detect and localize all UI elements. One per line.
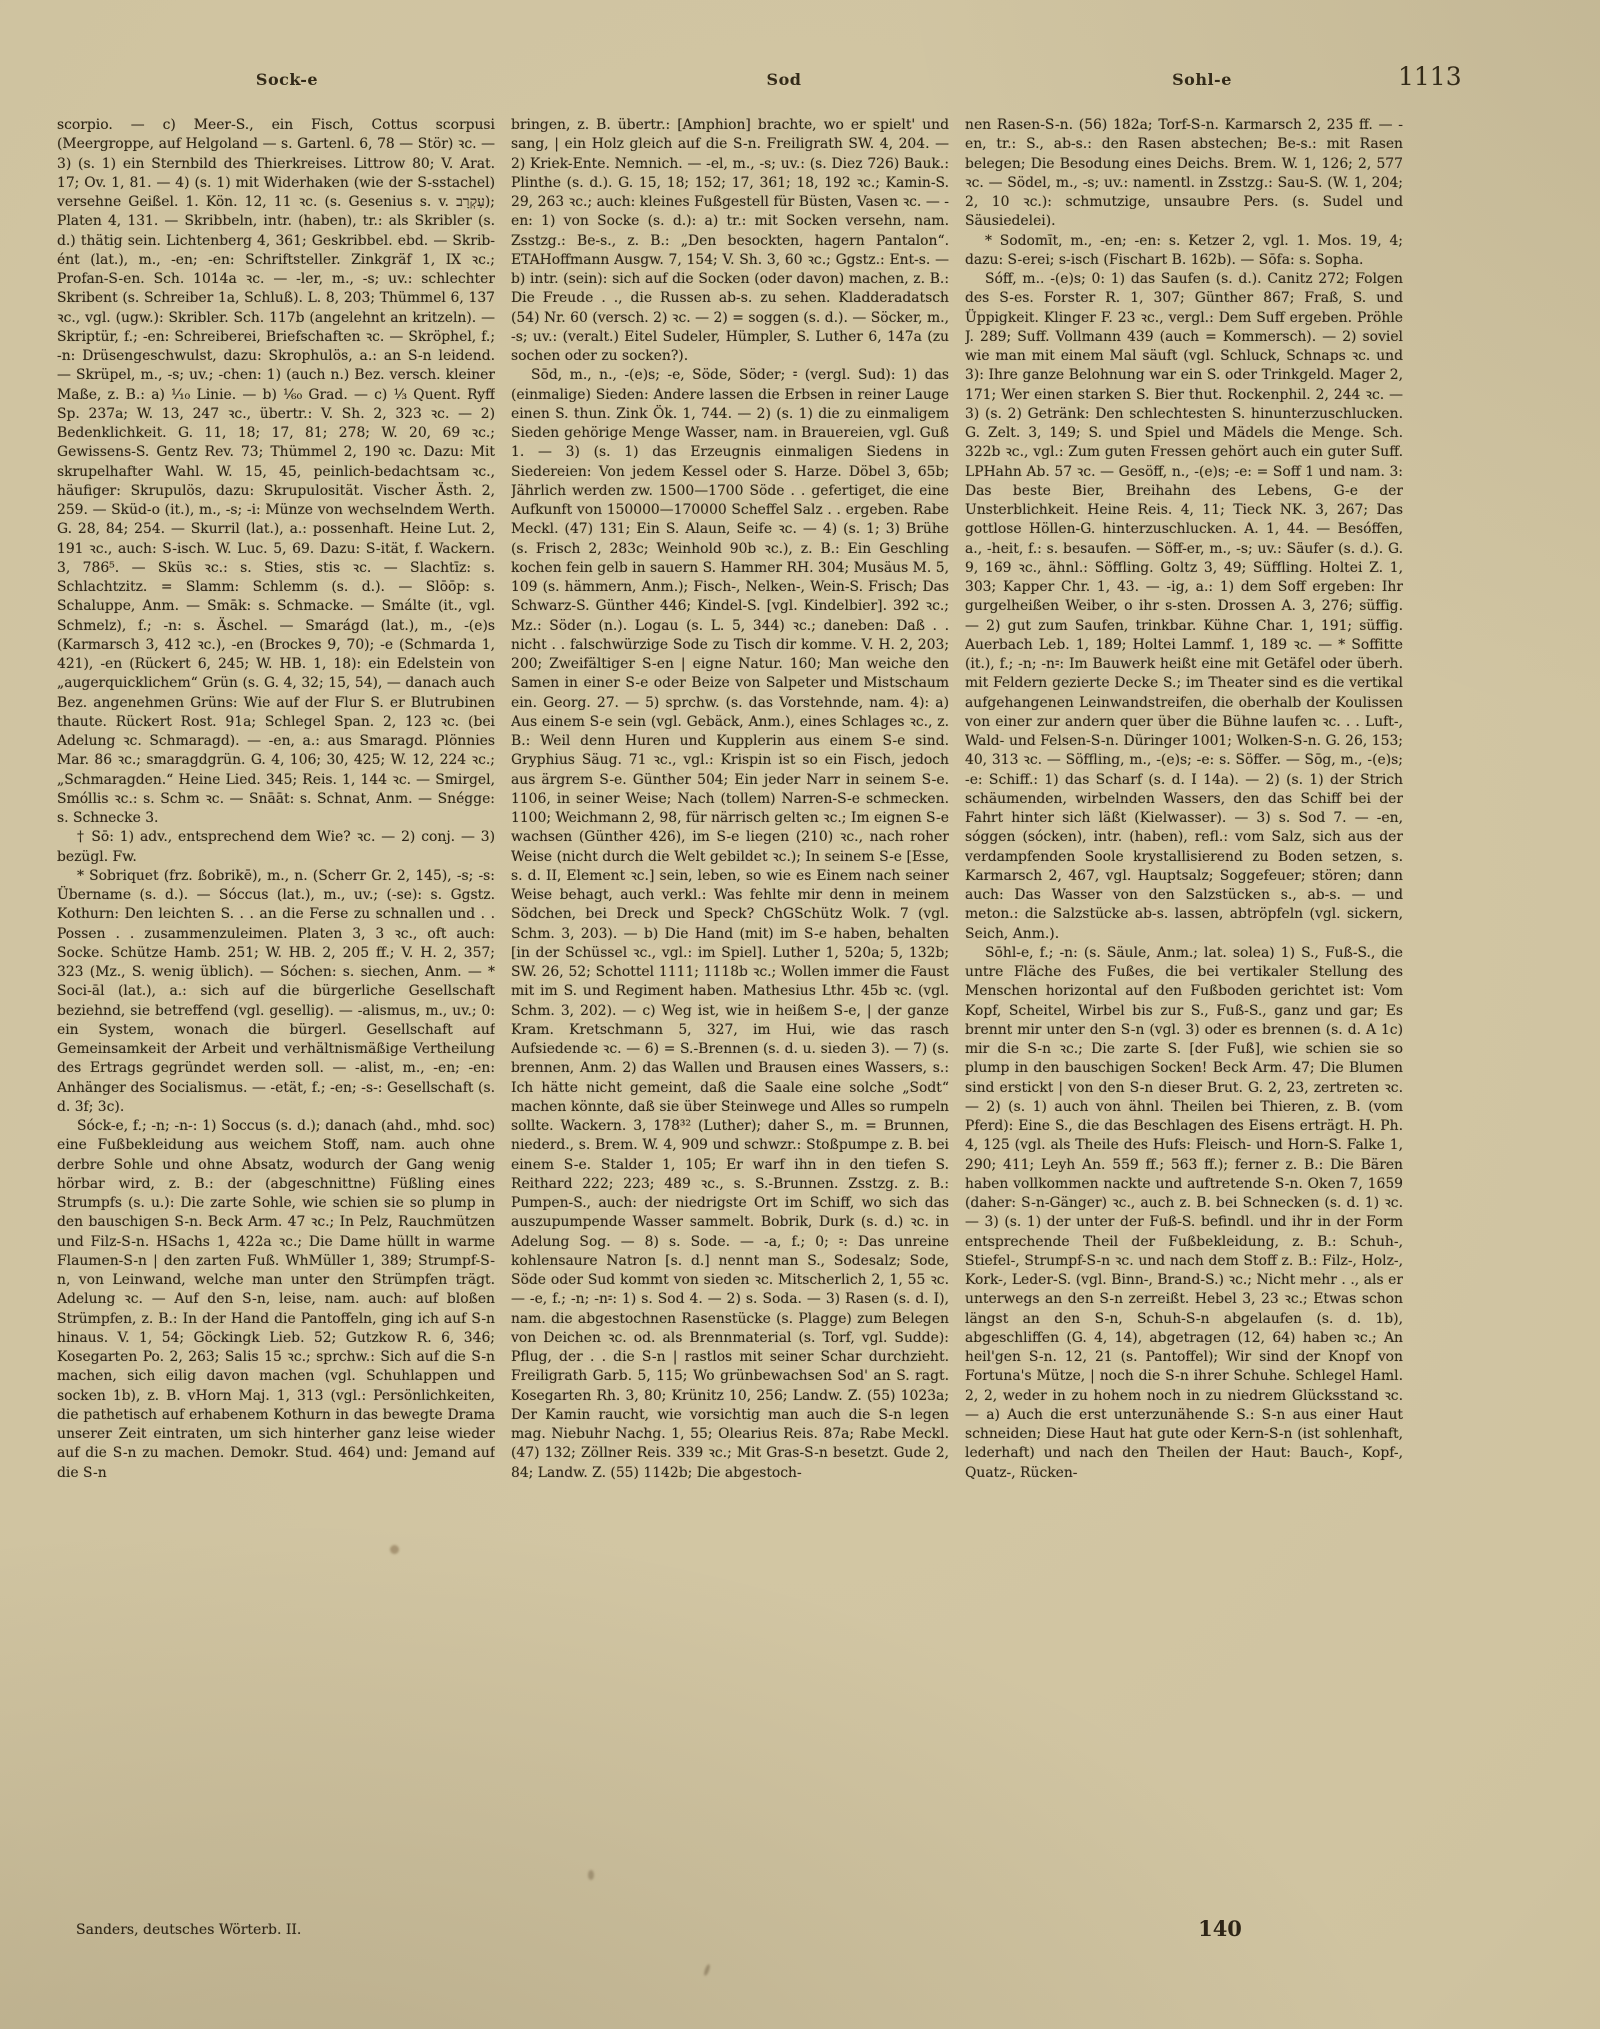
paragraph: scorpio. — c) Meer-S., ein Fisch, Cottus scorpusi (Meergroppe, auf Helgoland — s. Gartenl. 6, 78 — Stör) ꝛc. — 3) (s. 1) ein Sternbild des Thierkreises. Littrow 80; V. Arat. 17; Ov. 1, 81. — 4) (s. 1) mit Widerhaken (wie der S-sstachel) versehne Geißel. 1. Kön. 12, 11 ꝛc. (s. Gesenius s. v. עַקְרָב); Platen 4, 131. — Skribbeln, intr. (haben), tr.: als Skribler (s. d.) thätig sein. Lichtenberg 4, 361; Geskribbel. ebd. — Skrib-ént (lat.), m., -en; -en: Schriftsteller. Zinkgräf 1, IX ꝛc.; Profan-S-en. Sch. 1014a ꝛc. — -ler, m., -s; uv.: schlechter Skribent (s. Schreiber 1a, Schluß). L. 8, 203; Thümmel 6, 137 ꝛc., vgl. (ugw.): Skribler. Sch. 117b (angelehnt an kritzeln). — Skriptür, f.; -en: Schreiberei, Briefschaften ꝛc. — Skröphel, f.; -n: Drüsengeschwulst, dazu: Skrophulös, a.: an S-n leidend. — Skrüpel, m., -s; uv.; -chen: 1) (auch n.) Bez. versch. kleiner Maße, z. B.: a) ¹⁄₁₀ Linie. — b) ¹⁄₆₀ Grad. — c) ¹⁄₃ Quent. Ryff Sp. 237a; W. 13, 247 ꝛc., übertr.: V. Sh. 2, 323 ꝛc. — 2) Bedenklichkeit. G. 11, 18; 17, 81; 278; W. 20, 69 ꝛc.; Gewissens-S. Gentz Rev. 73; Thümmel 2, 190 ꝛc. Dazu: Mit skrupelhafter Wahl. W. 15, 45, peinlich-bedachtsam ꝛc., häufiger: Skrupulös, dazu: Skrupulosität. Vischer Ästh. 2, 259. — Sküd-o (it.), m., -s; -i: Münze von wechselndem Werth. G. 28, 84; 254. — Skurril (lat.), a.: possenhaft. Heine Lut. 2, 191 ꝛc., auch: S-isch. W. Luc. 5, 69. Dazu: S-ität, f. Wackern. 3, 786⁵. — Sküs ꝛc.: s. Sties, stis ꝛc. — Slachtīz: s. Schlachtzitz. = Slamm: Schlemm (s. d.). — Slōōp: s. Schaluppe, Anm. — Smāk: s. Schmacke. — Smálte (it., vgl. Schmelz), f.; -n: s. Äschel. — Smarágd (lat.), m., -(e)s (Karmarsch 3, 412 ꝛc.), -en (Brockes 9, 70); -e (Schmarda 1, 421), -en (Rückert 6, 245; W. HB. 1, 18): ein Edelstein von „augerquicklichem“ Grün (s. G. 4, 32; 15, 54), — danach auch Bez. angenehmen Grüns: Wie auf der Flur S. er Blutrubinen thaute. Rückert Rost. 91a; Schlegel Span. 2, 123 ꝛc. (bei Adelung ꝛc. Schmaragd). — -en, a.: aus Smaragd. Plönnies Mar. 86 ꝛc.; smaragdgrün. G. 4, 106; 30, 425; W. 12, 224 ꝛc.; „Schmaragden.“ Heine Lied. 345; Reis. 1, 144 ꝛc. — Smirgel, Smóllis ꝛc.: s. Schm ꝛc. — Snāāt: s. Schnat, Anm. — Snégge: s. Schnecke 3. [57, 117, 495, 826]
column-1 [57, 116, 495, 1916]
column-3 [965, 116, 1403, 1916]
paper-stain [703, 1964, 711, 1977]
paragraph: Sóff, m.. -(e)s; 0: 1) das Saufen (s. d.). Canitz 272; Folgen des S-es. Forster R. 1, 307; Günther 867; Fraß, S. und Üppigkeit. Klinger F. 23 ꝛc., vergl.: Dem Suff ergeben. Pröhle J. 289; Suff. Vollmann 439 (auch = Kommersch). — 2) soviel wie man mit einem Mal säuft (vgl. Schluck, Schnaps ꝛc. und 3): Ihre ganze Belohnung war ein S. oder Trinkgeld. Mager 2, 171; Wer einen starken S. Bier thut. Rockenphil. 2, 244 ꝛc. — 3) (s. 2) Getränk: Den schlechtesten S. hinunterzuschlucken. G. Zelt. 3, 149; S. und Spiel und Mädels die Menge. Sch. 322b ꝛc., vgl.: Zum guten Fressen gehört auch ein guter Suff. LPHahn Ab. 57 ꝛc. — Gesöff, n., -(e)s; -e: = Soff 1 und nam. 3: Das beste Bier, Breihahn des Lebens, G-e der Unsterblichkeit. Heine Reis. 4, 11; Tieck NK. 3, 267; Das gottlose Höllen-G. hinterzuschlucken. A. 1, 44. — Besóffen, a., -heit, f.: s. besaufen. — Söff-er, m., -s; uv.: Säufer (s. d.). G. 9, 169 ꝛc., ähnl.: Söffling. Goltz 3, 49; Süffling. Holtei Z. 1, 303; Kapper Chr. 1, 43. — -ig, a.: 1) dem Soff ergeben: Ihr gurgelheißen Weiber, o ihr s-sten. Drossen A. 3, 276; süffig. — 2) gut zum Saufen, trinkbar. Kühne Char. 1, 191; süffig. Auerbach Leb. 1, 189; Holtei Lammf. 1, 189 ꝛc. — * Soffitte (it.), f.; -n; -n⹀: Im Bauwerk heißt eine mit Getäfel oder überh. mit Feldern gezierte Decke S.; im Theater sind es die vertikal aufgehangenen Leinwandstreifen, die oberhalb der Koulissen von einer zur andern quer über die Bühne laufen ꝛc. . . Luft-, Wald- und Felsen-S-n. Düringer 1001; Wolken-S-n. G. 26, 153; 40, 313 ꝛc. — Söffling, m., -(e)s; -e: s. Söffer. — Sōg, m., -(e)s; -e: Schiff.: 1) das Scharf (s. d. I 14a). — 2) (s. 1) der Strich schäumenden, wirbelnden Wassers, den das Schiff bei der Fahrt hinter sich läßt (Kielwasser). — 3) s. Sod 7. — -en, sóggen (sócken), intr. (haben), refl.: vom Salz, sich aus der verdampfenden Soole krystallisierend zu Boden setzen, s. Karmarsch 2, 467, vgl. Hauptsalz; Soggefeuer; stören; dann auch: Das Wasser von den Salzstücken s., ab-s. — und meton.: die Salzstücke ab-s. lassen, abtröpfeln (vgl. sickern, Seich, Anm.). [965, 271, 1403, 942]
running-head-center: Sod [766, 70, 802, 89]
sheet-number: 140 [1198, 1916, 1242, 1941]
running-head-left: Sock-e [255, 70, 319, 89]
paragraph: * Sobriquet (frz. ßobrikē), m., n. (Scherr Gr. 2, 145), -s; -s: Übername (s. d.). — Sóccus (lat.), m., uv.; (-se): s. Ggstz. Kothurn: Den leichten S. . . an die Ferse zu schnallen und . . Possen . . zusammenzuleimen. Platen 3, 3 ꝛc., oft auch: Socke. Schütze Hamb. 251; W. HB. 2, 205 ff.; V. H. 2, 357; 323 (Mz., S. wenig üblich). — Sóchen: s. siechen, Anm. — * Soci-āl (lat.), a.: sich auf die bürgerliche Gesellschaft beziehnd, sie betreffend (vgl. gesellig). — -alismus, m., uv.; 0: ein System, wonach die bürgerl. Gesellschaft auf Gemeinsamkeit der Arbeit und verhältnismäßige Vertheilung des Ertrags gegründet werden soll. — -alist, m., -en; -en: Anhänger des Socialismus. — -etät, f.; -en; -s-: Gesellschaft (s. d. 3f; 3c). [57, 867, 495, 1115]
paragraph: nen Rasen-S-n. (56) 182a; Torf-S-n. Karmarsch 2, 235 ff. — -en, tr.: S., ab-s.: den Rasen abstechen; Be-s.: mit Rasen belegen; Die Besodung eines Deichs. Brem. W. 1, 126; 2, 577 ꝛc. — Södel, m., -s; uv.: namentl. in Zsstzg.: Sau-S. (W. 1, 204; 2, 10 ꝛc.): schmutzige, unsaubre Pers. (s. Sudel und Säusiedelei). [965, 117, 1403, 230]
paragraph: Sōhl-e, f.; -n: (s. Säule, Anm.; lat. solea) 1) S., Fuß-S., die untre Fläche des Fußes, die bei vertikaler Stellung des Menschen horizontal auf den Fußboden gerichtet ist: Vom Kopf, Scheitel, Wirbel bis zur S., Fuß-S., ganz und gar; Es brennt mir unter den S-n (vgl. 3) oder es brennen (s. d. A 1c) mir die S-n ꝛc.; Die zarte S. [der Fuß], wie schien sie so plump in den bauschigen Socken! Beck Arm. 47; Die Blumen sind erstickt | von den S-n dieser Brut. G. 2, 23, zertreten ꝛc. — 2) (s. 1) auch von ähnl. Theilen bei Thieren, z. B. (vom Pferd): Eine S., die das Beschlagen des Eisens erträgt. H. Ph. 4, 125 (vgl. als Theile des Hufs: Fleisch- und Horn-S. Falke 1, 290; 411; Leyh An. 559 ff.; 563 ff.); ferner z. B.: Die Bären haben vollkommen nackte und auftretende S-n. Oken 7, 1659 (daher: S-n-Gänger) ꝛc., auch z. B. bei Schnecken (s. d. 1) ꝛc. — 3) (s. 1) der unter der Fuß-S. befindl. und ihr in der Form entsprechende Theil der Fußbekleidung, z. B.: Schuh-, Stiefel-, Strumpf-S-n ꝛc. und nach dem Stoff z. B.: Filz-, Holz-, Kork-, Leder-S. (vgl. Binn-, Brand-S.) ꝛc.; Nicht mehr . ., als er unterwegs an den S-n zerreißt. Hebel 3, 23 ꝛc.; Etwas schon längst an den S-n, Schuh-S-n abgelaufen (s. d. 1b), abgeschliffen (G. 4, 14), abgetragen (12, 64) haben ꝛc.; An heil'gen S-n. 12, 21 (s. Pantoffel); Wir sind der Knopf von Fortuna's Mütze, | noch die S-n ihrer Schuhe. Schlegel Haml. 2, 2, weder in zu hohem noch in zu niedrem Glücksstand ꝛc. — a) Auch die erst unterzunähende S.: S-n aus einer Haut schneiden; Diese Haut hat gute oder Kern-S-n (ist sohlenhaft, lederhaft) und nach den Theilen der Haut: Bauch-, Kopf-, Quatz-, Rücken- [965, 944, 1403, 1481]
column-2 [511, 116, 949, 1916]
paragraph: Sōd, m., n., -(e)s; -e, Söde, Söder; ⹀ (vergl. Sud): 1) das (einmalige) Sieden: Andere lassen die Erbsen in reiner Lauge einen S. thun. Zink Ök. 1, 744. — 2) (s. 1) die zu einmaligem Sieden gehörige Menge Wasser, nam. in Brauereien, vgl. Guß 1. — 3) (s. 1) das Erzeugnis einmaligen Siedens in Siedereien: Von jedem Kessel oder S. Harze. Döbel 3, 65b; Jährlich werden zw. 1500—1700 Söde . . gefertiget, die eine Aufkunft von 150000—170000 Scheffel Salz . . ergeben. Rabe Meckl. (47) 131; Ein S. Alaun, Seife ꝛc. — 4) (s. 1; 3) Brühe (s. Frisch 2, 283c; Weinhold 90b ꝛc.), z. B.: Ein Geschling kochen fein gelb in sauern S. Hammer RH. 304; Musäus M. 5, 109 (s. hämmern, Anm.); Fisch-, Nelken-, Wein-S. Frisch; Das Schwarz-S. Günther 446; Kindel-S. [vgl. Kindelbier]. 392 ꝛc.; Mz.: Söder (n.). Logau (s. L. 5, 344) ꝛc.; daneben: Daß . . nicht . . falschwürzige Sode zu Tisch dir komme. V. H. 2, 203; 200; Zweifältiger S-en | eigne Natur. 160; Man weiche den Samen in einer S-e oder Beize von Salpeter und Mistschaum ein. Georg. 27. — 5) sprchw. (s. das Vorstehnde, nam. 4): a) Aus einem S-e sein (vgl. Gebäck, Anm.), eines Schlages ꝛc., z. B.: Weil denn Huren und Kupplerin aus einem S-e sind. Gryphius Säug. 71 ꝛc., vgl.: Krispin ist so ein Fisch, jedoch aus ärgrem S-e. Günther 504; Ein jeder Narr in seinem S-e. 1106, in seiner Weise; Nach (tollem) Narren-S-e schmecken. 1100; Weichmann 2, 98, für närrisch gelten ꝛc.; Im eignen S-e wachsen (Günther 426), im S-e liegen (210) ꝛc., nach roher Weise (nicht durch die Welt gebildet ꝛc.); In seinem S-e [Esse, s. d. II, Element ꝛc.] sein, leben, so wie es Einem nach seiner Weise behagt, auch verkl.: Was fehlte mir denn in meinem Södchen, bei Dreck und Speck? ChGSchütz Wolk. 7 (vgl. Schm. 3, 203). — b) Die Hand (mit) im S-e haben, behalten [in der Schüssel ꝛc., vgl.: im Spiel]. Luther 1, 520a; 5, 132b; SW. 26, 52; Schottel 1111; 1118b ꝛc.; Wollen immer die Faust mit im S. und Regiment haben. Mathesius Lthr. 45b ꝛc. (vgl. Schm. 3, 202). — c) Weg ist, wie in heißem S-e, | der ganze Kram. Kretschmann 5, 327, im Hui, wie das rasch Aufsiedende ꝛc. — 6) = S.-Brennen (s. d. u. sieden 3). — 7) (s. brennen, Anm. 2) das Wallen und Brausen eines Wassers, s.: Ich hätte nicht gemeint, daß die Saale eine solche „Sodt“ machen könnte, daß sie über Steinwege und Alles so rumpeln sollte. Wackern. 3, 178³² (Luther); daher S., m. = Brunnen, niederd., s. Brem. W. 4, 909 und schwzr.: Stoßpumpe z. B. bei einem S-e. Stalder 1, 105; Er warf ihn in den tiefen S. Reithard 222; 223; 489 ꝛc., s. S.-Brunnen. Zsstzg. z. B.: Pumpen-S., auch: der niedrigste Ort im Schiff, wo sich das auszupumpende Wasser sammelt. Bobrik, Durk (s. d.) ꝛc. in Adelung Sog. — 8) s. Sode. — -a, f.; 0; ⹀: Das unreine kohlensaure Natron [s. d.] nennt man S., Sodesalz; Sode, Söde oder Sud kommt von sieden ꝛc. Mitscherlich 2, 1, 55 ꝛc. — -e, f.; -n; -n⹀: 1) s. Sod 4. — 2) s. Soda. — 3) Rasen (s. d. I), nam. die abgestochnen Rasenstücke (s. Plagge) zum Belegen von Deichen ꝛc. od. als Brennmaterial (s. Torf, vgl. Sudde): Pflug, der . . die S-n | rastlos mit seiner Schar durchzieht. Freiligrath Garb. 5, 115; Wo grünbewachsen Sod' an S. ragt. Kosegarten Rh. 3, 80; Krünitz 10, 256; Landw. Z. (55) 1023a; Der Kamin raucht, wie vorsichtig man auch die S-n legen mag. Niebuhr Nachg. 1, 55; Olearius Reis. 87a; Rabe Meckl. (47) 132; Zöllner Reis. 339 ꝛc.; Mit Gras-S-n besetzt. Gude 2, 84; Landw. Z. (55) 1142b; Die abgestoch- [511, 367, 949, 1481]
paragraph: bringen, z. B. übertr.: [Amphion] brachte, wo er spielt' und sang, | ein Holz gleich auf die S-n. Freiligrath SW. 4, 204. — 2) Kriek-Ente. Nemnich. — -el, m., -s; uv.: (s. Diez 726) Bauk.: Plinthe (s. d.). G. 15, 18; 152; 17, 361; 18, 192 ꝛc.; Kamin-S. 29, 263 ꝛc.; auch: kleines Fußgestell für Büsten, Vasen ꝛc. — -en: 1) von Socke (s. d.): a) tr.: mit Socken versehn, nam. Zsstzg.: Be-s., z. B.: „Den besockten, hagern Pantalon“. ETAHoffmann Ausgw. 7, 154; V. Sh. 3, 60 ꝛc.; Ggstz.: Ent-s. — b) intr. (sein): sich auf die Socken (oder davon) machen, z. B.: Die Freude . ., die Russen ab-s. zu sehen. Kladderadatsch (54) Nr. 60 (versch. 2) ꝛc. — 2) = soggen (s. d.). — Söcker, m., -s; uv.: (veralt.) Eitel Sudeler, Hümpler, S. Luther 6, 147a (zu sochen oder zu socken?). [511, 117, 949, 364]
page-number: 1113 [1398, 62, 1462, 91]
paragraph: † Sō: 1) adv., entsprechend dem Wie? ꝛc. — 2) conj. — 3) bezügl. Fw. [57, 829, 495, 865]
running-head-right: Sohl-e [1172, 70, 1232, 89]
paragraph: * Sodomīt, m., -en; -en: s. Ketzer 2, vgl. 1. Mos. 19, 4; dazu: S-erei; s-isch (Fischart B. 162b). — Sōfa: s. Sopha. [965, 232, 1403, 268]
text-columns [57, 116, 1403, 1916]
paragraph: Sóck-e, f.; -n; -n-: 1) Soccus (s. d.); danach (ahd., mhd. soc) eine Fußbekleidung aus weichem Stoff, nam. auch ohne derbre Sohle und ohne Absatz, wodurch der Gang wenig hörbar wird, z. B.: der (abgeschnittne) Füßling eines Strumpfs (s. u.): Die zarte Sohle, wie schien sie so plump in den bauschigen S-n. Beck Arm. 47 ꝛc.; In Pelz, Rauchmützen und Filz-S-n. HSachs 1, 422a ꝛc.; Die Dame hüllt in warme Flaumen-S-n | den zarten Fuß. WhMüller 1, 389; Strumpf-S-n, von Leinwand, welche man unter den Strümpfen trägt. Adelung ꝛc. — Auf den S-n, leise, nam. auch: auf bloßen Strümpfen, z. B.: In der Hand die Pantoffeln, ging ich auf S-n hinaus. V. 1, 54; Göckingk Lieb. 52; Gutzkow R. 6, 346; Kosegarten Po. 2, 263; Salis 15 ꝛc.; sprchw.: Sich auf die S-n machen, sich eilig davon machen (vgl. Schuhlappen und socken 1b), z. B. vHorn Maj. 1, 313 (vgl.: Persönlichkeiten, die pathetisch auf erhabenem Kothurn in das bewegte Drama unserer Zeit eintraten, um sich hinterher ganz leise wieder auf die S-n zu machen. Demokr. Stud. 464) und: Jemand auf die S-n [57, 1118, 495, 1481]
printers-signature: Sanders, deutsches Wörterb. II. [76, 1922, 302, 1938]
